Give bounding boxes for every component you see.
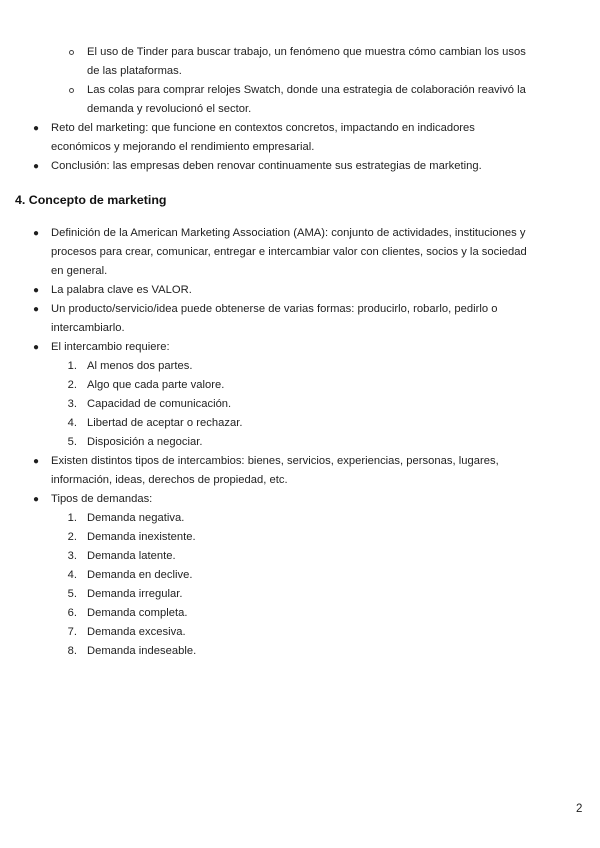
list-number: 4. [67, 569, 77, 581]
list-item-line: Reto del marketing: que funcione en contextos concretos, impactando en indicadores [51, 122, 475, 134]
sub-item-line: Las colas para comprar relojes Swatch, donde una estrategia de colaboración reavivó la [87, 84, 526, 96]
numbered-item: Demanda inexistente. [87, 531, 196, 543]
list-number: 3. [67, 550, 77, 562]
numbered-item: Demanda en declive. [87, 569, 193, 581]
list-number: 2. [67, 379, 77, 391]
sub-bullet-icon [69, 50, 74, 55]
list-item-line: en general. [51, 265, 108, 277]
bullet-icon: ● [33, 123, 40, 134]
list-item-line: intercambiarlo. [51, 322, 125, 334]
numbered-item: Demanda indeseable. [87, 645, 197, 657]
list-item-line: Tipos de demandas: [51, 493, 153, 505]
numbered-item: Disposición a negociar. [87, 436, 203, 448]
list-item-line: Definición de la American Marketing Association (AMA): conjunto de actividades, instituciones y [51, 227, 526, 239]
numbered-item: Demanda irregular. [87, 588, 183, 600]
list-number: 7. [67, 626, 77, 638]
bullet-icon: ● [33, 304, 40, 315]
sub-item-line: El uso de Tinder para buscar trabajo, un fenómeno que muestra cómo cambian los usos [87, 46, 526, 58]
numbered-item: Al menos dos partes. [87, 360, 193, 372]
list-number: 5. [67, 588, 77, 600]
list-number: 4. [67, 417, 77, 429]
bullet-icon: ● [33, 228, 40, 239]
list-number: 6. [67, 607, 77, 619]
bullet-icon: ● [33, 285, 40, 296]
numbered-item: Demanda latente. [87, 550, 176, 562]
numbered-item: Algo que cada parte valore. [87, 379, 225, 391]
list-item-line: económicos y mejorando el rendimiento empresarial. [51, 141, 315, 153]
sub-item-line: de las plataformas. [87, 65, 182, 77]
bullet-icon: ● [33, 342, 40, 353]
list-item-line: Existen distintos tipos de intercambios: bienes, servicios, experiencias, personas, lugares, [51, 455, 499, 467]
bullet-icon: ● [33, 494, 40, 505]
list-number: 3. [67, 398, 77, 410]
sub-bullet-icon [69, 88, 74, 93]
bullet-icon: ● [33, 161, 40, 172]
list-item-line: La palabra clave es VALOR. [51, 284, 192, 296]
list-item-line: información, ideas, derechos de propiedad, etc. [51, 474, 288, 486]
list-number: 1. [67, 512, 77, 524]
list-item-line: Conclusión: las empresas deben renovar continuamente sus estrategias de marketing. [51, 160, 482, 172]
list-item-line: El intercambio requiere: [51, 341, 170, 353]
list-number: 1. [67, 360, 77, 372]
list-item-line: Un producto/servicio/idea puede obtenerse de varias formas: producirlo, robarlo, pedirlo o [51, 303, 498, 315]
list-number: 2. [67, 531, 77, 543]
numbered-item: Libertad de aceptar o rechazar. [87, 417, 243, 429]
page-number: 2 [576, 803, 583, 815]
section-heading: 4. Concepto de marketing [15, 193, 167, 207]
sub-item-line: demanda y revolucionó el sector. [87, 103, 252, 115]
list-number: 8. [67, 645, 77, 657]
list-item-line: procesos para crear, comunicar, entregar e intercambiar valor con clientes, socios y la sociedad [51, 246, 527, 258]
numbered-item: Capacidad de comunicación. [87, 398, 232, 410]
bullet-icon: ● [33, 456, 40, 467]
list-number: 5. [67, 436, 77, 448]
numbered-item: Demanda excesiva. [87, 626, 186, 638]
numbered-item: Demanda negativa. [87, 512, 185, 524]
numbered-item: Demanda completa. [87, 607, 188, 619]
